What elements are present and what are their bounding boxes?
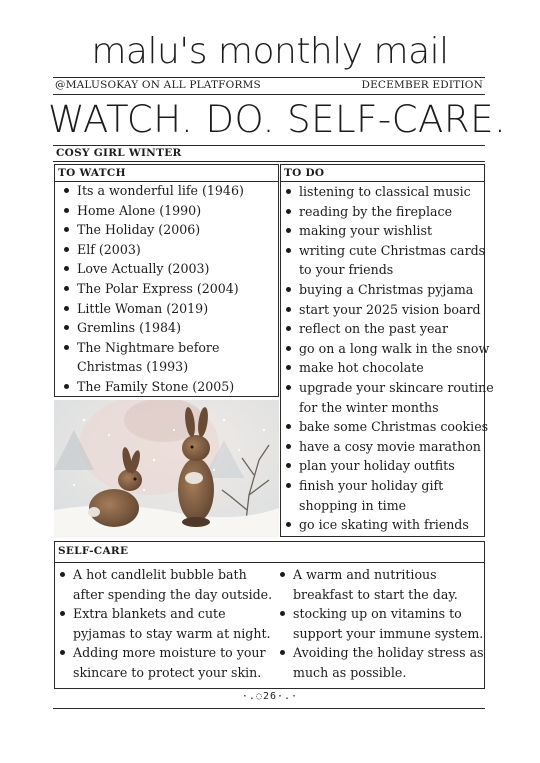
self-care-heading: SELF-CARE bbox=[58, 545, 129, 557]
list-item bbox=[60, 279, 244, 299]
list-item-text: Extra blankets and cute bbox=[73, 606, 226, 622]
list-item bbox=[60, 181, 244, 201]
self-care-heading-rule bbox=[55, 562, 484, 563]
list-item-text: go on a long walk in the snow bbox=[299, 340, 490, 356]
list-item bbox=[60, 299, 244, 319]
list-item-text: upgrade your skincare routine bbox=[299, 379, 494, 395]
list-item-text: support your immune system. bbox=[293, 625, 484, 641]
list-item-text: A hot candlelit bubble bath bbox=[73, 567, 247, 582]
list-item-text: reflect on the past year bbox=[299, 321, 448, 337]
list-item bbox=[282, 182, 494, 202]
list-item-text: bake some Christmas cookies bbox=[299, 419, 489, 435]
list-item bbox=[282, 339, 494, 359]
list-item-text: Avoiding the holiday stress as bbox=[293, 645, 484, 661]
list-item bbox=[60, 220, 244, 240]
list-item-text: breakfast to start the day. bbox=[293, 586, 458, 602]
to-watch-heading: TO WATCH bbox=[58, 167, 126, 179]
list-item bbox=[60, 318, 244, 338]
list-item bbox=[60, 240, 244, 260]
list-item bbox=[282, 241, 494, 280]
to-watch-list bbox=[60, 181, 244, 397]
page-number: ·.◌26·.· bbox=[241, 691, 299, 702]
list-item-text: much as possible. bbox=[293, 664, 407, 680]
list-item-text: Adding more moisture to your bbox=[73, 645, 266, 661]
list-item-text: start your 2025 vision board bbox=[299, 301, 481, 317]
theme-title: COSY GIRL WINTER bbox=[56, 147, 182, 159]
list-item bbox=[60, 259, 244, 279]
list-item bbox=[56, 565, 272, 604]
list-item bbox=[282, 515, 494, 535]
newsletter-title: malu's monthly mail bbox=[91, 31, 449, 72]
list-item-text: Its a wonderful life (1946) bbox=[77, 183, 244, 198]
list-item bbox=[282, 378, 494, 417]
list-item-text: writing cute Christmas cards bbox=[299, 242, 486, 258]
masthead-subline bbox=[55, 79, 483, 93]
social-handle: @MALUSOKAY ON ALL PLATFORMS bbox=[55, 79, 261, 91]
theme-rule-bottom bbox=[53, 161, 485, 162]
self-care-box bbox=[54, 541, 485, 689]
list-item bbox=[56, 643, 272, 682]
self-care-list-left bbox=[56, 565, 272, 683]
bunnies-in-snow-illustration bbox=[54, 400, 279, 538]
list-item-text: buying a Christmas pyjama bbox=[299, 281, 474, 297]
illustration-art bbox=[54, 400, 279, 538]
list-item-text: to your friends bbox=[299, 262, 394, 278]
list-item-text: pyjamas to stay warm at night. bbox=[73, 625, 271, 641]
to-do-box bbox=[280, 164, 494, 537]
list-item-text: The Nightmare before bbox=[77, 339, 220, 355]
list-item bbox=[60, 338, 244, 377]
list-item bbox=[282, 300, 494, 320]
list-item-text: Christmas (1993) bbox=[77, 359, 189, 375]
list-item-text: listening to classical music bbox=[299, 184, 471, 199]
list-item bbox=[60, 201, 244, 221]
list-item-text: have a cosy movie marathon bbox=[299, 438, 481, 454]
list-item bbox=[276, 604, 484, 643]
theme-rule-top bbox=[53, 145, 485, 146]
list-item bbox=[56, 604, 272, 643]
list-item bbox=[282, 319, 494, 339]
list-item-text: Gremlins (1984) bbox=[77, 320, 181, 336]
list-item-text: after spending the day outside. bbox=[73, 586, 273, 602]
list-item-text: making your wishlist bbox=[299, 223, 433, 239]
list-item bbox=[282, 358, 494, 378]
list-item bbox=[282, 417, 494, 437]
list-item bbox=[282, 202, 494, 222]
list-item bbox=[282, 221, 494, 241]
to-do-list bbox=[282, 182, 494, 535]
list-item bbox=[60, 377, 244, 397]
list-item-text: make hot chocolate bbox=[299, 360, 424, 376]
list-item-text: skincare to protect your skin. bbox=[73, 664, 262, 680]
self-care-list-right bbox=[276, 565, 484, 683]
edition-label: DECEMBER EDITION bbox=[361, 79, 483, 91]
list-item bbox=[282, 456, 494, 476]
list-item-text: plan your holiday outfits bbox=[299, 458, 455, 474]
list-item-text: go ice skating with friends bbox=[299, 517, 469, 533]
list-item bbox=[282, 476, 494, 515]
list-item-text: stocking up on vitamins to bbox=[293, 606, 462, 622]
list-item bbox=[282, 280, 494, 300]
list-item-text: Little Woman (2019) bbox=[77, 300, 209, 316]
masthead-rule-top bbox=[53, 77, 485, 78]
to-do-heading: TO DO bbox=[284, 167, 325, 179]
masthead-rule-bottom bbox=[53, 94, 485, 95]
list-item-text: A warm and nutritious bbox=[293, 567, 437, 582]
footer-rule bbox=[53, 708, 485, 709]
list-item-text: for the winter months bbox=[299, 399, 439, 415]
list-item-text: The Family Stone (2005) bbox=[77, 378, 235, 394]
list-item bbox=[276, 643, 484, 682]
list-item bbox=[282, 437, 494, 457]
to-watch-box bbox=[54, 164, 279, 397]
list-item-text: Love Actually (2003) bbox=[77, 261, 210, 277]
page-headline: WATCH. DO. SELF-CARE. bbox=[48, 98, 507, 141]
list-item-text: Elf (2003) bbox=[77, 241, 141, 257]
list-item-text: finish your holiday gift bbox=[299, 477, 444, 493]
list-item-text: The Polar Express (2004) bbox=[77, 280, 239, 296]
list-item-text: Home Alone (1990) bbox=[77, 202, 202, 218]
list-item-text: The Holiday (2006) bbox=[77, 222, 201, 238]
list-item bbox=[276, 565, 484, 604]
list-item-text: reading by the fireplace bbox=[299, 203, 453, 219]
list-item-text: shopping in time bbox=[299, 497, 407, 513]
